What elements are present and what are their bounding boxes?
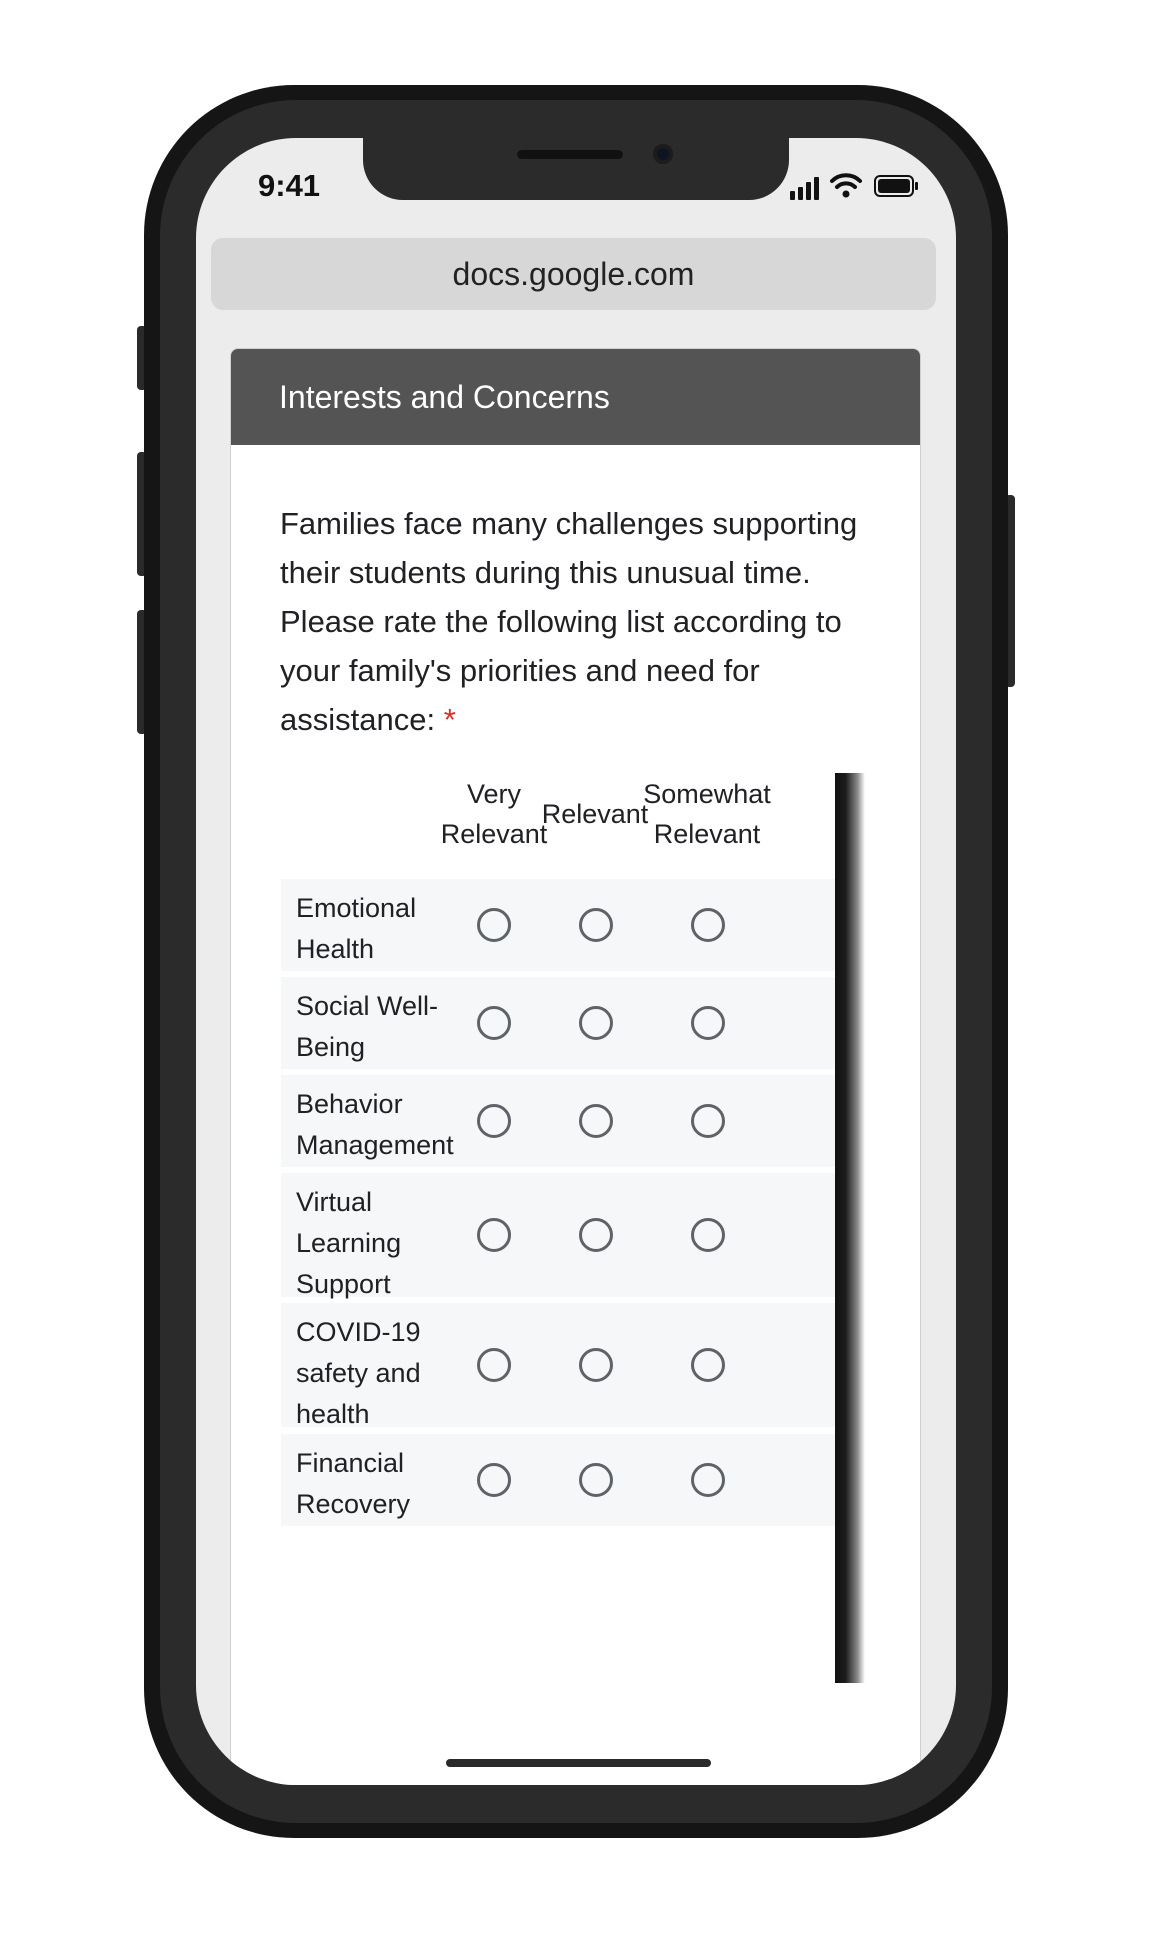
row-label: Virtual Learning Support: [296, 1187, 402, 1299]
radio-relevant[interactable]: [579, 908, 613, 942]
radio-very-relevant[interactable]: [477, 1348, 511, 1382]
column-header-relevant: Relevant: [541, 799, 649, 829]
row-label: COVID-19 safety and health: [296, 1317, 421, 1429]
radio-relevant[interactable]: [579, 1218, 613, 1252]
battery-icon: [874, 174, 920, 198]
phone-screen: [196, 138, 956, 1785]
radio-somewhat-relevant[interactable]: [691, 1218, 725, 1252]
radio-somewhat-relevant[interactable]: [691, 1006, 725, 1040]
wifi-icon: [830, 172, 862, 198]
radio-relevant[interactable]: [579, 1104, 613, 1138]
address-bar[interactable]: [211, 238, 936, 310]
row-label: Emotional Health: [296, 893, 417, 964]
radio-relevant[interactable]: [579, 1463, 613, 1497]
home-indicator[interactable]: [446, 1759, 711, 1767]
radio-very-relevant[interactable]: [477, 908, 511, 942]
radio-somewhat-relevant[interactable]: [691, 1104, 725, 1138]
radio-very-relevant[interactable]: [477, 1218, 511, 1252]
radio-somewhat-relevant[interactable]: [691, 1463, 725, 1497]
radio-somewhat-relevant[interactable]: [691, 1348, 725, 1382]
row-label: Behavior Management: [296, 1089, 454, 1160]
grid-row-behavior-management: [281, 1075, 836, 1167]
grid-row-covid-safety-and-health: [281, 1303, 836, 1427]
choice-grid[interactable]: [281, 774, 836, 1701]
grid-row-virtual-learning-support: [281, 1173, 836, 1297]
radio-very-relevant[interactable]: [477, 1006, 511, 1040]
radio-somewhat-relevant[interactable]: [691, 908, 725, 942]
row-label: Social Well-Being: [296, 991, 439, 1062]
radio-relevant[interactable]: [579, 1006, 613, 1040]
front-camera: [653, 144, 673, 164]
url-text: docs.google.com: [452, 255, 695, 292]
horizontal-scroll-shadow: [835, 773, 865, 1683]
radio-relevant[interactable]: [579, 1348, 613, 1382]
status-time: 9:41: [258, 168, 321, 203]
radio-very-relevant[interactable]: [477, 1463, 511, 1497]
speaker-grille: [517, 150, 623, 159]
required-asterisk: *: [443, 702, 456, 737]
column-header-somewhat-relevant: Somewhat Relevant: [643, 779, 771, 849]
grid-row-social-well-being: [281, 977, 836, 1069]
section-title: Interests and Concerns: [279, 378, 610, 415]
row-label: Financial Recovery: [296, 1448, 411, 1519]
grid-row-financial-recovery: [281, 1434, 836, 1526]
status-icons: [790, 174, 920, 200]
form-section-card: [230, 348, 921, 1785]
grid-row-emotional-health: [281, 879, 836, 971]
radio-very-relevant[interactable]: [477, 1104, 511, 1138]
question-text: [280, 499, 880, 744]
section-header: [231, 349, 920, 445]
question-label: Families face many challenges supporting their students during this unusual time. Please rate the following list according to your family's priorities and need for assistance:: [280, 506, 858, 737]
notch: [363, 138, 789, 200]
column-header-very-relevant: Very Relevant: [440, 779, 548, 849]
